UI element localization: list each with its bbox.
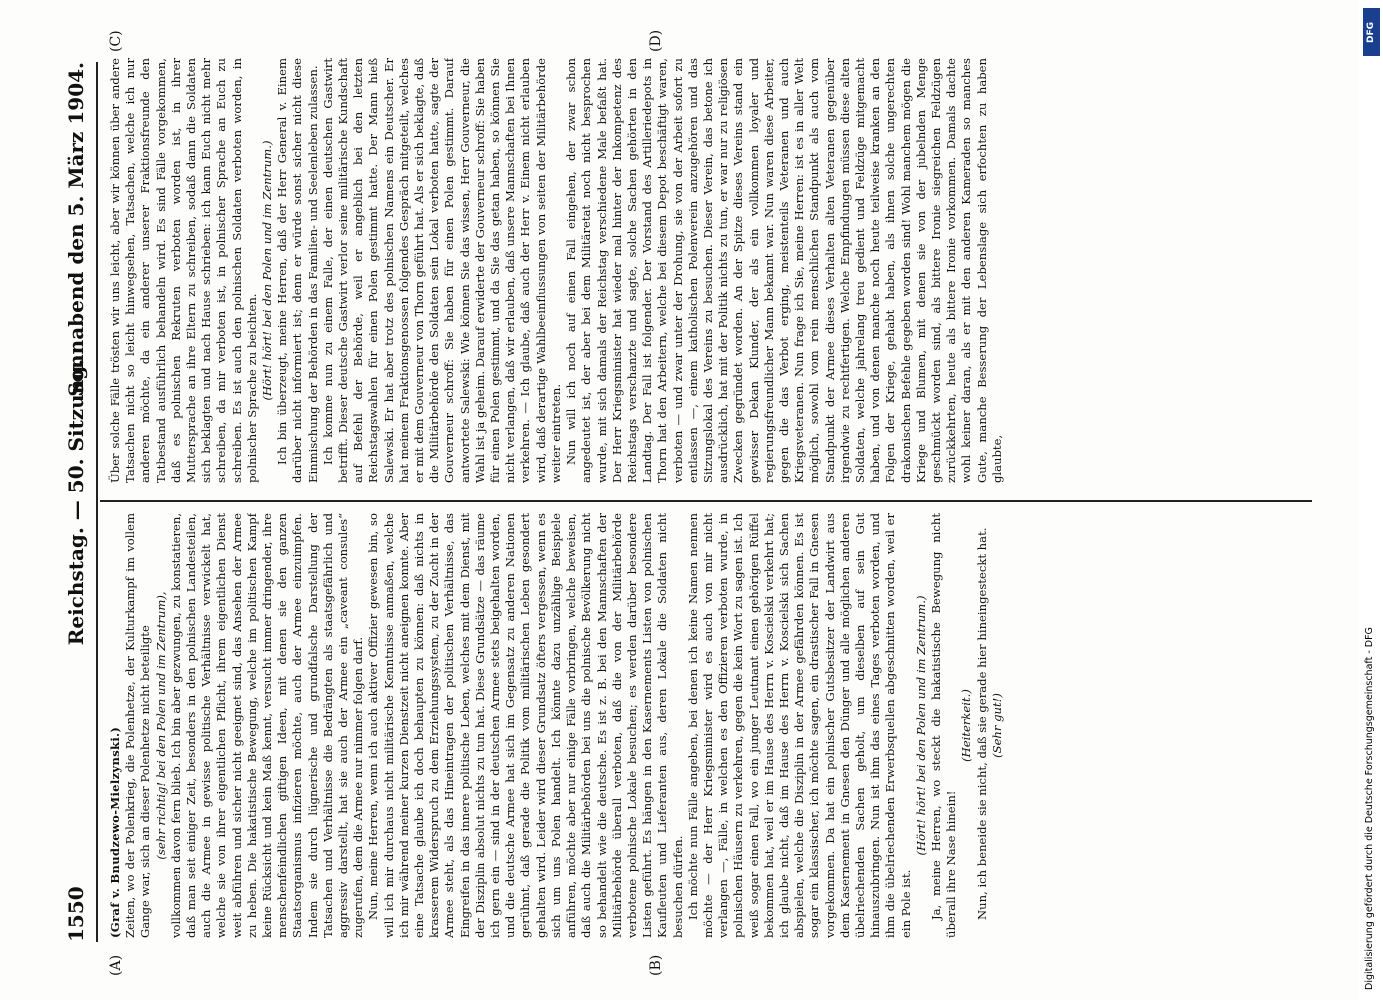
left-column	[108, 513, 1308, 938]
interjection: (sehr richtig! bei den Polen und im Zentrum),	[153, 591, 168, 860]
session-title: Reichstag. — 50. Sitzung.	[64, 358, 88, 646]
paragraph: Ja, meine Herren, wo steckt die hakatistische Bewegung nicht überall ihre Nase hinein!	[928, 513, 959, 938]
paragraph: Nun, ich beneide sie nicht, daß sie gerade hier hineingesteckt hat.	[974, 527, 989, 920]
page-header	[60, 62, 98, 942]
interjection: (Heiterkeit.)	[959, 689, 974, 762]
interjection: (Hört! hört! bei den Polen und im Zentrum.)	[260, 140, 275, 401]
margin-mark-b: (B)	[648, 954, 664, 976]
margin-mark-d: (D)	[648, 29, 664, 52]
session-date: Sonnabend den 5. März 1904.	[64, 62, 88, 397]
speaker-intro: (Graf v. Bnudzewo-Mielzynski.)	[108, 726, 122, 938]
paragraph: Zeiten, wo der Polenkrieg, die Polenhetze, der Kulturkampf im vollem Gange war, sich an dieser Polenhetze nicht beteiligte	[123, 513, 153, 938]
paragraph: Ich bin überzeugt, meine Herren, daß der Herr General v. Einem darüber nicht informiert ist; denn er würde sonst sicher nicht diese Einmischung der Behörden in das Familien- und Seelenleben zulassen.	[275, 58, 320, 483]
paragraph: Über solche Fälle trösten wir uns leicht, aber wir können über andere Tatsachen nicht so leicht hinwegsehen, Tatsachen, welche ich nur anderen möchte, da ein anderer unserer Fraktionsfreunde den Tatbestand ausführlich behandeln wird. Es sind Fälle vorgekommen, daß es polnischen Rekruten verboten worden ist, in ihrer Muttersprache an ihre Eltern zu schreiben, sodaß dann die Soldaten sich beklagten und nach Hause schrieben: ich kann Euch nicht mehr schreiben, da mir verboten ist, in polnischer Sprache an Euch zu schreiben. Es ist auch den polnischen Soldaten verboten worden, in polnischer Sprache zu beichten.	[108, 58, 259, 483]
dfg-logo: DFG	[1363, 8, 1380, 56]
page-number: 1550	[64, 886, 88, 942]
paragraph: Nun, meine Herren, wenn ich auch aktiver Offizier gewesen bin, so will ich mir durchaus nicht militärische Kenntnisse anmaßen, welche ich mir während meiner kurzen Dienstzeit nicht aneignen konnte. Aber eine Tatsache glaube ich doch behaupten zu können: daß nichts in krasserem Widerspruch zu dem Erziehungssystem, zu der Zucht in der Armee steht, als das Hineintragen der politischen Verhältnisse, das Eingreifen in das innere politische Leben, welches mit dem Dienst, mit der Disziplin absolut nichts zu tun hat. Diese Grundsätze — das räume ich gern ein — sind in der deutschen Armee stets beigehalten worden, und die deutsche Armee hat sich im Gegensatz zu anderen Nationen gerühmt, daß gerade die Politik vom militärischen Leben gesondert gehalten wird. Leider wird dieser Grundsatz öfters vergessen, wenn es sich um uns Polen handelt. Ich könnte dazu unzählige Beispiele anführen, möchte aber nur einige Fälle vorbringen, welche beweisen, daß auch die Militärbehörden bei uns die polnische Bevölkerung nicht so behandelt wie die deutsche. Es ist z. B. bei den Mannschaften der Militärbehörde überall verboten, daß die von der Militärbehörde verbotene polnische Lokale besuchen; es werden darüber besondere Listen geführt. Es hängen in den Kasernements Listen von polnischen Kaufleuten und Lieferanten aus, deren Lokale die Soldaten nicht besuchen dürfen.	[366, 513, 685, 938]
interjection: (Sehr gut!)	[989, 693, 1004, 758]
column-divider	[100, 500, 1312, 502]
paragraph: Nun will ich noch auf einen Fall eingehen, der zwar schon angedeutet ist, der aber bei dem Militäretat noch nicht besprochen wurde, mit sich damals der Reichstag verschiedene Male befaßt hat. Der Herr Kriegsminister hat wieder mal hinter der Inkompetenz des Reichstags verschanzte und sagte, solche Sachen gehörten in den Landtag. Der Fall ist folgender. Der Vorstand des Artilleriedepots in Thorn hat den Arbeitern, welche bei diesem Depot beschäftigt waren, verboten — und zwar unter der Drohung, sie von der Arbeit sofort zu entlassen —, einem katholischen Polenverein anzugehören und das Sitzungslokal des Vereins zu besuchen. Dieser Verein, das betone ich ausdrücklich, hat mit der Politik nichts zu tun, er war nur zu religiösen Zwecken gegründet worden. An der Spitze dieses Vereins stand ein gewisser Dekan Klunder, der als ein vollkommen loyaler und regierungsfreundlicher Mann bekannt war. Nun waren diese Arbeiter, gegen die das Verbot erging, meistenteils Veteranen und auch Kriegsveteranen. Nun frage ich Sie, meine Herren: ist es in aller Welt möglich, sowohl vom rein menschlichen Standpunkt als auch vom Standpunkt der Armee dieses Verhalten alten Veteranen gegenüber irgendwie zu rechtfertigen. Welche Empfindungen müssen diese alten Soldaten, welche jahrelang treu gedient und Feldzüge mitgemacht haben, und von denen manche noch heute teilweise kranken an den Folgen der Kriege, gehabt haben, als ihnen solche ungerechten drakonischen Befehle gegeben worden sind! Wohl manchem mögen die Kriege und Blumen, mit denen sie von der jubelnden Menge geschmückt worden sind, als bittere Ironie siegreichen Feldzügen zurückkehrten, heute als bittere Ironie vorkommen. Damals dachte wohl keiner daran, als er mit den anderen Kameraden so manches Gute, manche Besserung der Lebenslage sich erfochten zu haben glaubte,	[564, 58, 1004, 483]
paragraph: vollkommen davon fern blieb. Ich bin aber gezwungen, zu konstatieren, daß man seit einiger Zeit, besonders in den polnischen Landesteilen, auch die Armee in gewisse politische Verhältnisse verwickelt hat, welche sie von ihrer eigentlichen Pflicht, ihrem eigentlichen Dienst weit abführen und sicher nicht geeignet sind, das Ansehen der Armee zu heben. Die hakatistische Bewegung, welche im politischen Kampf keine Rücksicht und kein Maß kennt, versucht immer dringender, ihre menschenfeindlichen giftigen Ideen, mit denen sie den ganzen Staatsorganismus infizieren möchte, auch der Armee einzuimpfen. Indem sie durch lügnerische und grundfalsche Darstellung der Tatsachen und Verhältnisse die Bedrängten als staatsgefährlich und aggressiv darstellt, hat sie auch der Armee ein „caveant consules“ zugerufen, dem die Armee nur nimmer folgen darf.	[168, 513, 366, 938]
paragraph: Ich möchte nun Fälle angeben, bei denen ich keine Namen nennen möchte — der Herr Kriegsminister wird es auch von mir nicht verlangen —, Fälle, in welchen es den Offizieren verboten wurde, in polnischen Häusern zu verkehren, gegen die kein Wort zu sagen ist. Ich weiß sogar einen Fall, wo ein junger Leutnant einen gehörigen Rüffel bekommen hat, weil er im Hause des Herrn v. Koscielski verkehrt hat; ich glaube nicht, daß im Hause des Herrn v. Koscielski sich Sachen abspielen, welche die Disziplin in der Armee gefährden können. Es ist sogar ein klassischer, ich möchte sagen, ein drastischer Fall in Gnesen vorgekommen. Da hat ein polnischer Gutsbesitzer der Landwirt aus dem Kasernement in Gnesen den Dünger und alle möglichen anderen übelriechenden Sachen geholt, um dieselben auf sein Gut hinauszubringen. Nun ist ihm das eines Tages verboten worden, und ihm die übelriechenden Erwerbsquellen abgeschnitten worden, weil er ein Pole ist.	[685, 513, 913, 938]
paragraph: Ich komme nun zu einem Falle, der einen deutschen Gastwirt betrifft. Dieser deutsche Gastwirt verlor seine militärische Kundschaft auf Befehl der Behörde, weil er angeblich bei den letzten Reichstagswahlen für einen Polen gestimmt hatte. Der Mann hieß Salewski. Er hat aber trotz des polnischen Namens ein Deutscher. Er hat meinem Fraktionsgenossen folgendes Gespräch mitgeteilt, welches er mit dem Gouverneur von Thorn geführt hat. Als er sich beklagte, daß die Militärbehörde den Soldaten sein Lokal verboten hatte, sagte der Gouverneur schroff: Sie haben für einen Polen gestimmt. Darauf antwortete Salewski: Wie können Sie das wissen, Herr Gouverneur, die Wahl ist ja geheim. Darauf erwiderte der Gouverneur schroff: Sie haben für einen Polen gestimmt, und da Sie das getan haben, so können Sie nicht verlangen, daß wir erlauben, daß unsere Mannschaften bei Ihnen verkehren. — Ich glaube, daß auch der Herr v. Einem nicht erlauben wird, daß derartige Wahlbeeinflussungen von seiten der Militärbehörde weiter eintreten.	[320, 58, 563, 483]
margin-mark-c: (C)	[108, 30, 124, 52]
interjection: (Hört! hört! bei den Polen und im Zentrum.)	[913, 595, 928, 856]
digitization-credit: Digitalisierung gefördert durch die Deutsche Forschungsgemeinschaft - DFG	[1364, 627, 1375, 990]
margin-mark-a: (A)	[108, 954, 124, 976]
right-column	[108, 58, 1308, 483]
